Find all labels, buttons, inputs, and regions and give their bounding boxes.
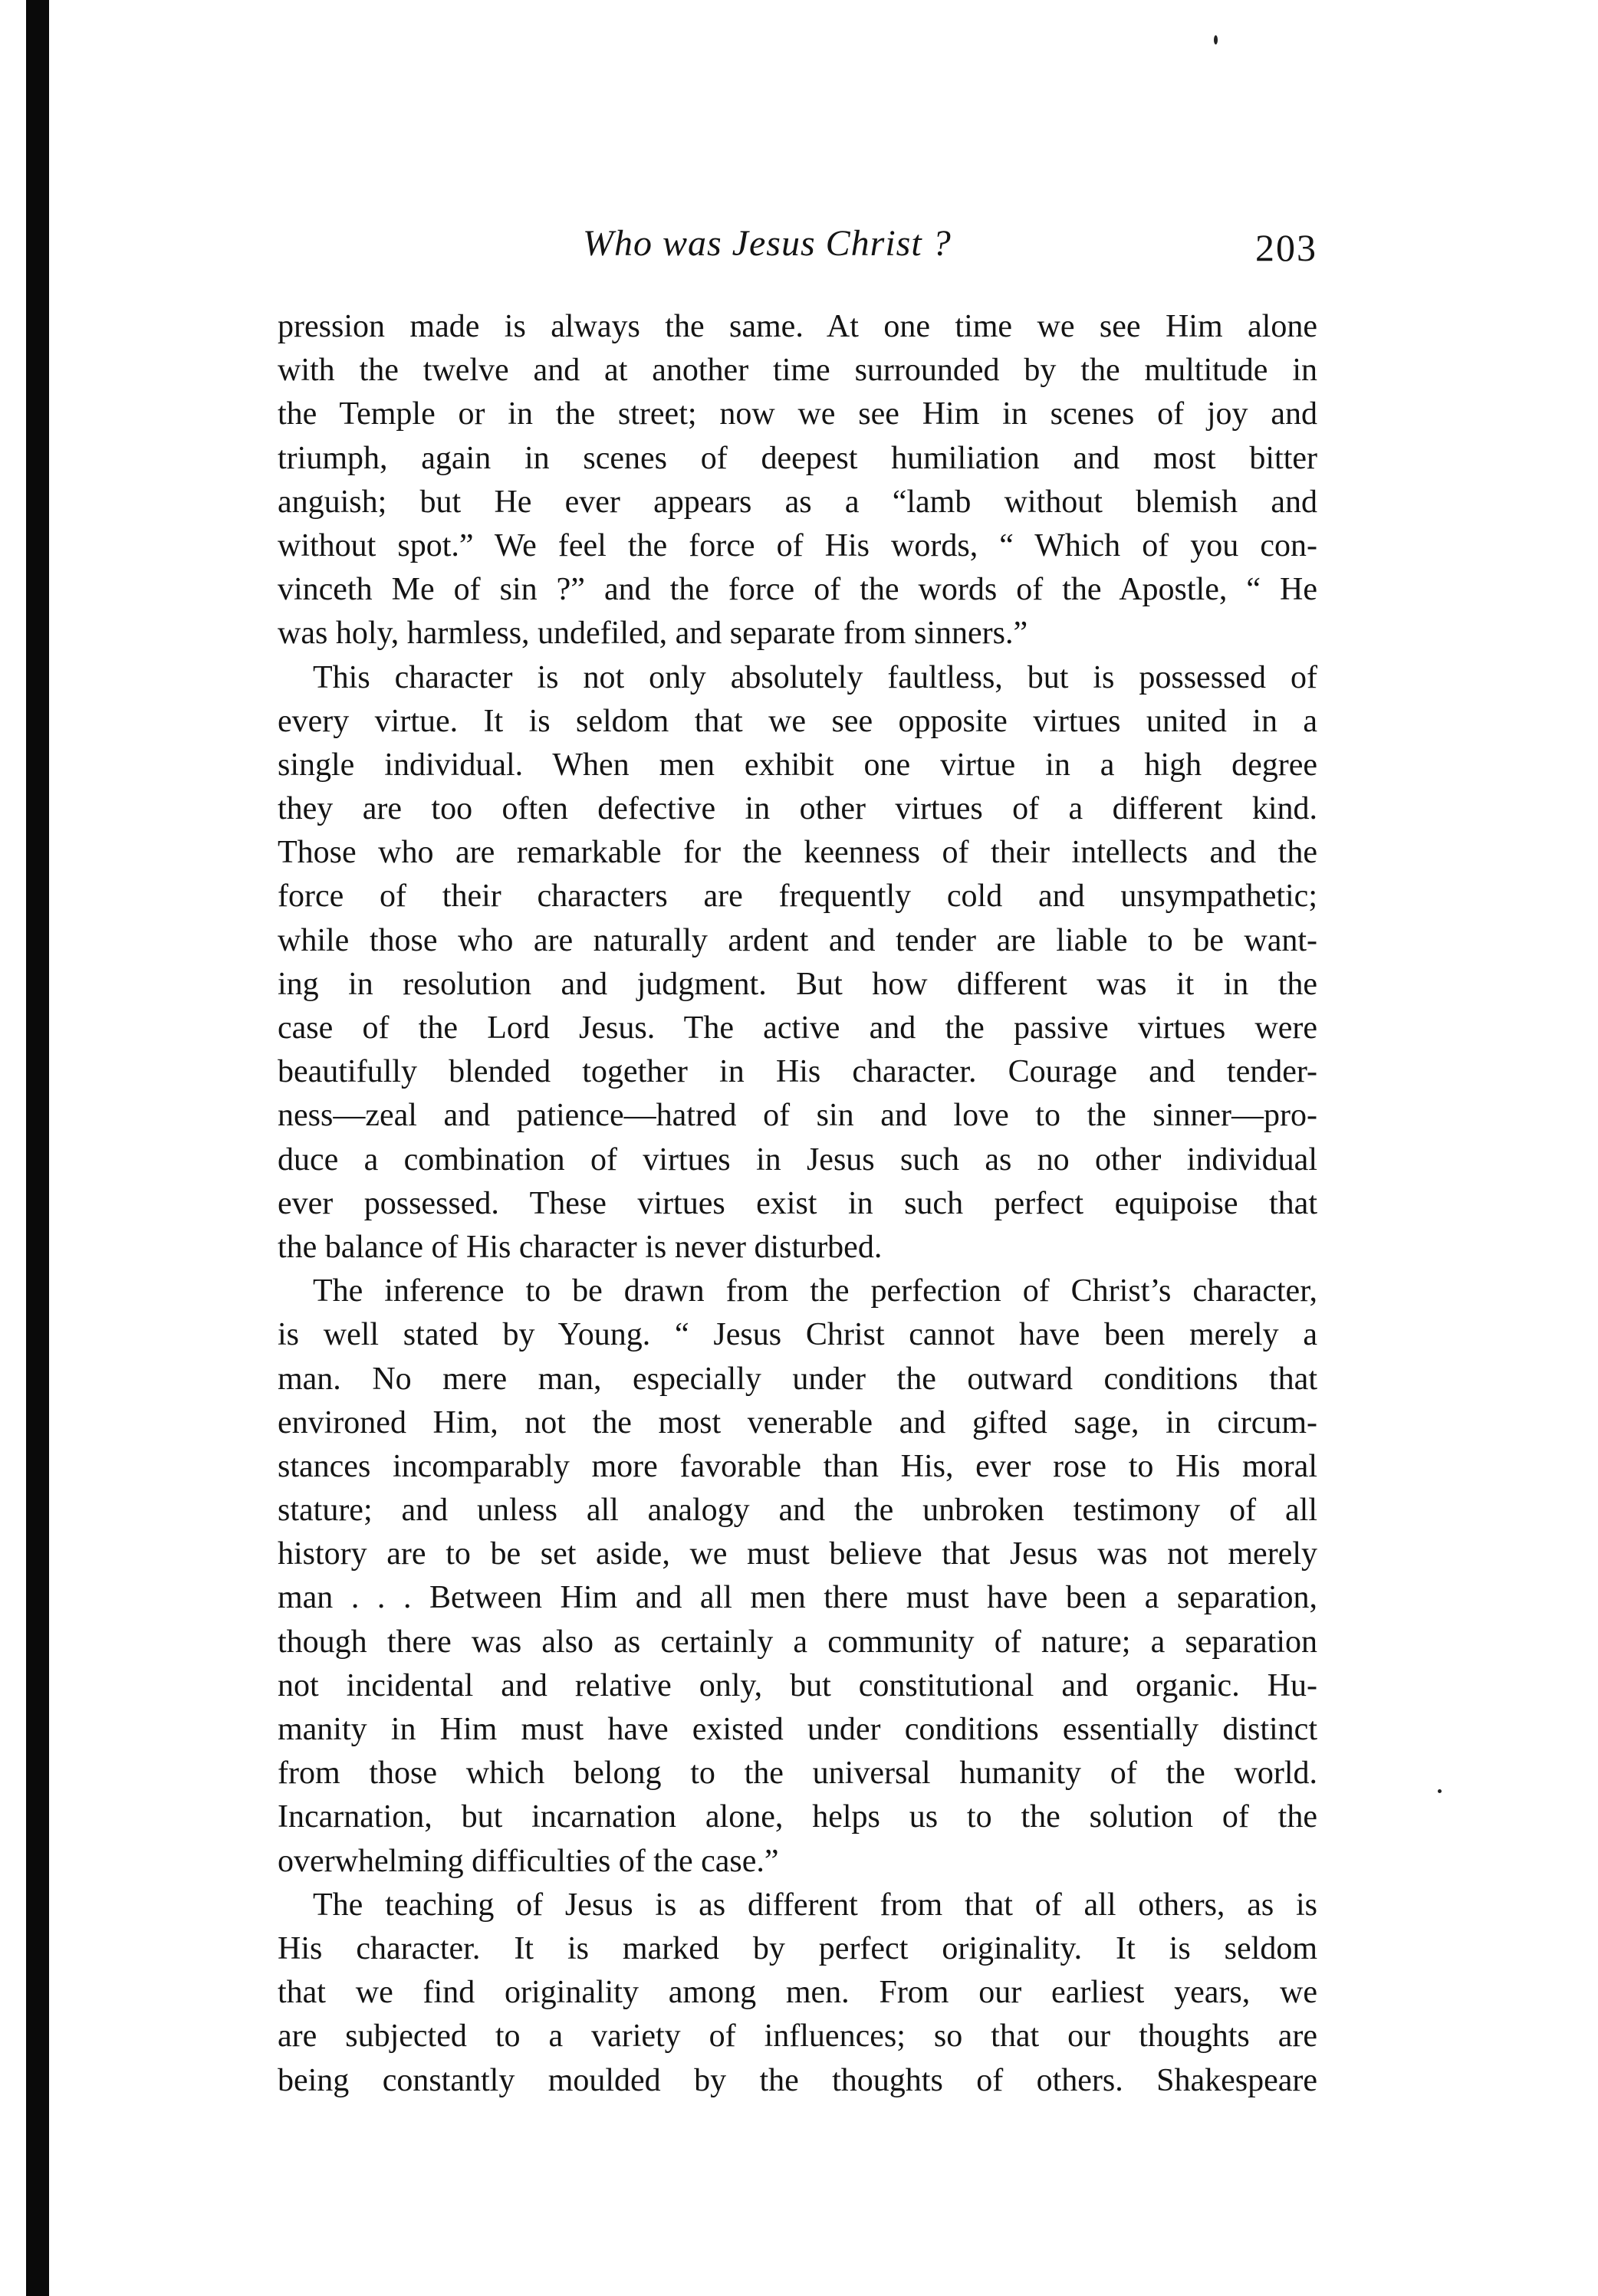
text-line: the balance of His character is never disturbed. <box>278 1229 883 1265</box>
text-line: is well stated by Young. “ Jesus Christ cannot have been merely a <box>278 1317 1317 1353</box>
text-line: case of the Lord Jesus. The active and the passive virtues were <box>278 1010 1317 1046</box>
text-line: manity in Him must have existed under conditions essentially distinct <box>278 1712 1317 1747</box>
text-line: This character is not only absolutely faultless, but is possessed of <box>313 659 1317 695</box>
text-line: with the twelve and at another time surrounded by the multitude in <box>278 353 1317 389</box>
text-line: anguish; but He ever appears as a “lamb without blemish and <box>278 484 1317 520</box>
text-line: stances incomparably more favorable than His, ever rose to His moral <box>278 1448 1317 1484</box>
text-line: force of their characters are frequently cold and unsympathetic; <box>278 879 1317 915</box>
text-line: not incidental and relative only, but constitutional and organic. Hu- <box>278 1667 1317 1703</box>
text-line: ing in resolution and judgment. But how different was it in the <box>278 966 1317 1002</box>
scan-gutter-bar <box>26 0 49 2296</box>
text-line: pression made is always the same. At one time we see Him alone <box>278 309 1317 344</box>
text-line: single individual. When men exhibit one virtue in a high degree <box>278 747 1317 783</box>
text-line: every virtue. It is seldom that we see opposite virtues united in a <box>278 703 1317 739</box>
text-line: triumph, again in scenes of deepest humiliation and most bitter <box>278 440 1317 476</box>
running-title: Who was Jesus Christ ? <box>583 223 952 264</box>
text-line: His character. It is marked by perfect originality. It is seldom <box>278 1930 1317 1966</box>
text-line: though there was also as certainly a community of nature; a separation <box>278 1624 1317 1660</box>
text-line: environed Him, not the most venerable and gifted sage, in circum- <box>278 1404 1317 1440</box>
text-line: duce a combination of virtues in Jesus such as no other individual <box>278 1141 1317 1178</box>
text-line: overwhelming difficulties of the case.” <box>278 1843 779 1879</box>
text-line: being constantly moulded by the thoughts of others. Shakespeare <box>278 2062 1317 2098</box>
running-head <box>583 222 1317 276</box>
text-line: Incarnation, but incarnation alone, helps us to the solution of the <box>278 1799 1317 1835</box>
text-line: man . . . Between Him and all men there must have been a separation, <box>278 1580 1317 1616</box>
text-line: beautifully blended together in His character. Courage and tender- <box>278 1054 1317 1090</box>
scan-speck <box>1438 1789 1442 1793</box>
text-line: from those which belong to the universal humanity of the world. <box>278 1756 1317 1792</box>
text-line: are subjected to a variety of influences; so that our thoughts are <box>278 2018 1317 2055</box>
body-text <box>278 305 1317 2103</box>
text-line: Those who are remarkable for the keenness of their intellects and the <box>278 835 1317 871</box>
text-line: stature; and unless all analogy and the unbroken testimony of all <box>278 1493 1317 1529</box>
text-line: The inference to be drawn from the perfection of Christ’s character, <box>313 1273 1317 1309</box>
text-line: The teaching of Jesus is as different from that of all others, as is <box>313 1887 1317 1923</box>
text-line: that we find originality among men. From our earliest years, we <box>278 1975 1317 2011</box>
page-number: 203 <box>1255 226 1317 269</box>
text-line: the Temple or in the street; now we see Him in scenes of joy and <box>278 396 1317 432</box>
text-line: was holy, harmless, undefiled, and separate from sinners.” <box>278 616 1028 652</box>
text-line: history are to be set aside, we must believe that Jesus was not merely <box>278 1536 1317 1572</box>
text-line: without spot.” We feel the force of His words, “ Which of you con- <box>278 527 1317 563</box>
text-line: while those who are naturally ardent and tender are liable to be want- <box>278 922 1317 958</box>
text-line: man. No mere man, especially under the outward conditions that <box>278 1361 1317 1397</box>
text-line: ever possessed. These virtues exist in such perfect equipoise that <box>278 1185 1317 1221</box>
text-line: they are too often defective in other virtues of a different kind. <box>278 791 1317 827</box>
scan-speck <box>1214 35 1218 44</box>
text-line: vinceth Me of sin ?” and the force of the words of the Apostle, “ He <box>278 572 1317 608</box>
text-line: ness—zeal and patience—hatred of sin and love to the sinner—pro- <box>278 1098 1317 1134</box>
